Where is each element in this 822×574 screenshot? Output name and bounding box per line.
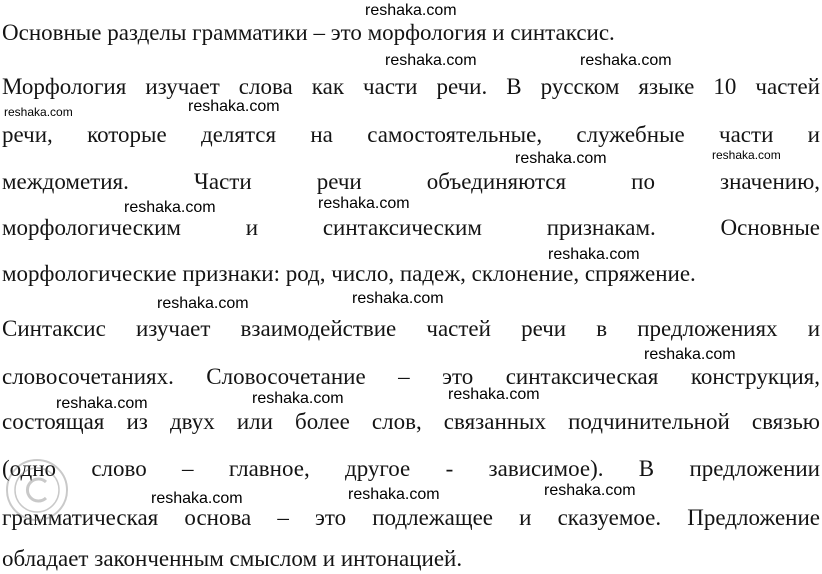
- text-line-2: Морфология изучает слова как части речи. В русском языке 10 частей: [2, 74, 820, 99]
- text-line-9: состоящая из двух или более слов, связанных подчинительной связью: [2, 409, 820, 434]
- watermark: reshaka.com: [385, 52, 477, 69]
- watermark: reshaka.com: [56, 395, 148, 412]
- watermark: reshaka.com: [352, 290, 444, 307]
- watermark: reshaka.com: [252, 390, 344, 407]
- watermark: reshaka.com: [580, 52, 672, 69]
- watermark: reshaka.com: [318, 195, 410, 212]
- text-line-10: (одно слово – главное, другое - зависимое). В предложении: [2, 456, 820, 481]
- watermark: reshaka.com: [348, 486, 440, 503]
- watermark: reshaka.com: [544, 482, 636, 499]
- text-line-6: морфологические признаки: род, число, падеж, склонение, спряжение.: [2, 261, 696, 286]
- watermark: reshaka.com: [157, 295, 249, 312]
- site-header-watermark: reshaka.com: [365, 2, 457, 19]
- watermark: reshaka.com: [548, 246, 640, 263]
- copyright-stamp-icon: [2, 455, 72, 525]
- text-line-8: словосочетаниях. Словосочетание – это синтаксическая конструкция,: [2, 364, 820, 389]
- text-line-5: морфологическим и синтаксическим признакам. Основные: [2, 215, 820, 240]
- watermark: reshaka.com: [515, 150, 607, 167]
- text-line-7: Синтаксис изучает взаимодействие частей речи в предложениях и: [2, 316, 820, 341]
- watermark: reshaka.com: [151, 490, 243, 507]
- text-line-11: грамматическая основа – это подлежащее и сказуемое. Предложение: [2, 505, 820, 530]
- watermark: reshaka.com: [712, 148, 781, 162]
- watermark: reshaka.com: [4, 105, 73, 119]
- text-line-3: речи, которые делятся на самостоятельные, служебные части и: [2, 122, 820, 147]
- watermark: reshaka.com: [644, 346, 736, 363]
- text-line-4: междометия. Части речи объединяются по значению,: [2, 169, 820, 194]
- watermark: reshaka.com: [188, 98, 280, 115]
- text-line-1: Основные разделы грамматики – это морфология и синтаксис.: [2, 20, 615, 45]
- text-line-12: обладает законченным смыслом и интонацией.: [2, 546, 463, 571]
- watermark: reshaka.com: [124, 199, 216, 216]
- watermark: reshaka.com: [448, 386, 540, 403]
